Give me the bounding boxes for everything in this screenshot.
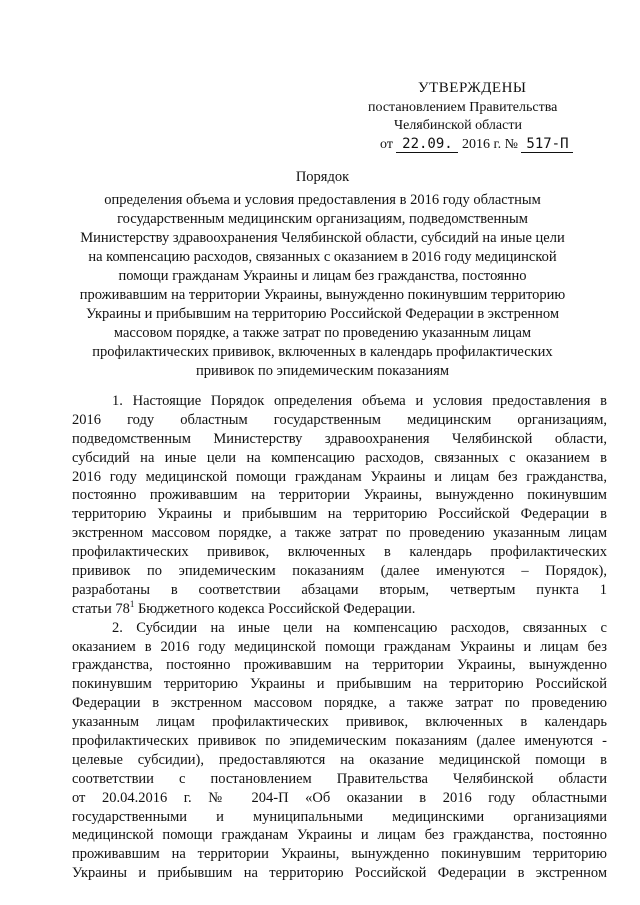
paragraph-line: экстренном массовом порядке, а также затрат по проведению указанным лицам <box>72 525 607 542</box>
paragraph-line: Украины и прибывшим на территорию Российской Федерации в экстренном <box>72 865 607 882</box>
paragraph-line: прививок по эпидемическим показаниям (далее именуются – Порядок), <box>72 563 607 580</box>
paragraph-line: от 20.04.2016 г. № 204-П «Об оказании в 2016 году областными <box>72 789 607 806</box>
paragraph-line <box>72 600 607 619</box>
paragraph-line: покинувшим территорию Украины и прибывшим на территорию Российской <box>72 676 607 693</box>
heading-line: помощи гражданам Украины и лицам без гражданства, постоянно <box>118 268 527 284</box>
heading-line: массовом порядке, а также затрат по проведению указанным лицам <box>113 325 532 341</box>
approval-line-1: постановлением Правительства <box>368 100 558 115</box>
paragraph-line: 2. Субсидии на иные цели на компенсацию расходов, связанных с <box>112 619 607 636</box>
approval-line-2: Челябинской области <box>394 118 522 133</box>
heading-line: определения объема и условия предоставления в 2016 году областным <box>104 192 541 208</box>
paragraph-line: 2016 году медицинской помощи гражданам Украины и лицам без гражданства, <box>72 468 607 485</box>
paragraph-2 <box>72 619 607 883</box>
heading-line: прививок по эпидемическим показаниям <box>195 363 450 379</box>
paragraph-line: указанным лицам профилактических прививок, включенных в календарь <box>72 714 607 731</box>
paragraph-line: подведомственным Министерству здравоохранения Челябинской области, <box>72 430 607 447</box>
paragraph-line: разработаны в соответствии абзацами вторым, четвертым пункта 1 <box>72 581 607 598</box>
approval-date-prefix: от <box>380 137 393 152</box>
paragraph-line: профилактических прививок, включенных в календарь профилактических <box>72 544 607 561</box>
paragraph-line: оказанием в 2016 году медицинской помощи гражданам Украины и лицам без <box>72 638 607 655</box>
paragraph-line: 2016 году областным государственным медицинским организациям, <box>72 411 607 428</box>
paragraph-line: целевые субсидии), предоставляются на оказание медицинской помощи в <box>72 751 607 768</box>
article-superscript: 1 <box>129 598 135 609</box>
paragraph-line: медицинской помощи гражданам Украины и лицам без гражданства, постоянно <box>72 827 607 844</box>
heading-line: профилактических прививок, включенных в календарь профилактических <box>92 344 553 360</box>
approval-title: УТВЕРЖДЕНЫ <box>418 80 527 96</box>
paragraph-line: профилактических прививок по эпидемическим показаниям (далее именуются - <box>72 733 607 750</box>
document-body <box>72 392 607 883</box>
paragraph-line: 1. Настоящие Порядок определения объема и условия предоставления в <box>112 393 607 409</box>
heading-line: проживавшим на территории Украины, вынужденно покинувшим территорию <box>79 287 566 303</box>
paragraph-1 <box>72 392 607 619</box>
heading-line: Украины и прибывшим на территорию Российской Федерации в экстренном <box>85 306 560 322</box>
paragraph-line: субсидий на иные цели на компенсацию расходов, связанных с оказанием в <box>72 449 607 466</box>
code-ref: Бюджетного кодекса Российской Федерации. <box>134 600 416 617</box>
document-heading <box>70 168 575 381</box>
heading-line: Министерству здравоохранения Челябинской области, субсидий на иные цели <box>80 230 565 246</box>
paragraph-line: проживавшим на территории Украины, вынужденно покинувшим территорию <box>72 846 607 863</box>
paragraph-line: государственными и муниципальными медицинскими организациями <box>72 808 607 825</box>
paragraph-line: постоянно проживавшим на территории Украины, вынужденно покинувшим <box>72 487 607 504</box>
paragraph-line: территорию Украины и прибывшим на территорию Российской Федерации в <box>72 506 607 523</box>
heading-line: государственным медицинским организациям, подведомственным <box>117 211 528 227</box>
heading-line: на компенсацию расходов, связанных с оказанием в 2016 году медицинской <box>88 249 557 265</box>
paragraph-line: гражданства, постоянно проживавшим на территории Украины, вынужденно <box>72 657 607 674</box>
approval-year-text: 2016 г. № <box>461 137 518 152</box>
approval-date-line <box>380 136 573 153</box>
heading-title: Порядок <box>295 169 350 185</box>
article-ref: статьи 78 <box>72 600 130 617</box>
paragraph-line: Федерации в экстренном массовом порядке, а также затрат по проведению <box>72 695 607 712</box>
approval-number-value: 517-П <box>521 136 573 153</box>
paragraph-line: соответствии с постановлением Правительства Челябинской области <box>72 770 607 787</box>
approval-date-value: 22.09. <box>396 136 458 153</box>
